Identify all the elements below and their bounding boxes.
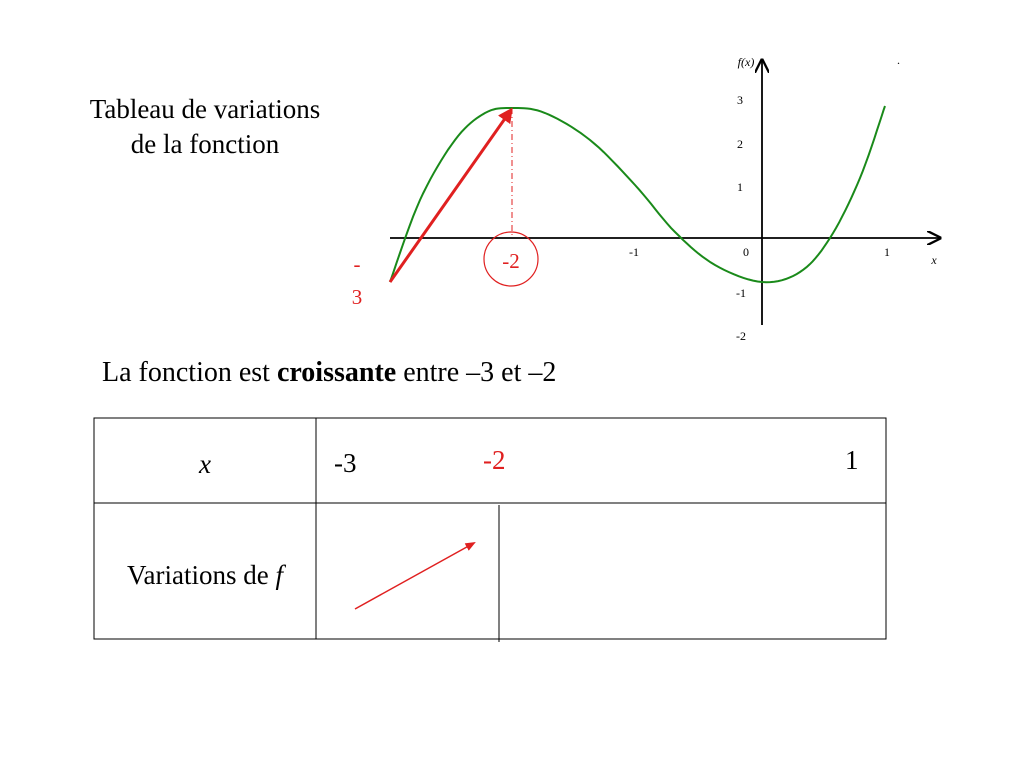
x-axis-label: x [931, 253, 937, 267]
x-value: -3 [334, 448, 357, 478]
y-tick-label: 2 [737, 137, 743, 151]
variations-header [127, 560, 286, 590]
table-border [94, 418, 886, 639]
variations-header-text: Variations de [127, 560, 276, 590]
x-value: -2 [483, 445, 506, 475]
start-label-line-1: - [353, 252, 361, 276]
y-axis-label: f(x) [737, 55, 755, 69]
y-tick-label: 3 [737, 93, 743, 107]
statement-suffix: entre –3 et –2 [396, 357, 557, 388]
statement-keyword: croissante [276, 357, 397, 388]
function-graph [0, 0, 1024, 360]
monotonicity-statement [102, 357, 556, 389]
y-tick-label: 1 [737, 180, 743, 194]
variation-increasing-arrow [355, 543, 474, 609]
title-line-2: de la fonction [130, 129, 280, 160]
x-tick-label: 1 [884, 245, 890, 259]
x-tick-label: -1 [629, 245, 639, 259]
x-header: x [199, 449, 211, 479]
x-value: 1 [845, 445, 859, 475]
variations-header-var: f [275, 560, 283, 590]
y-tick-label: -2 [736, 329, 746, 343]
statement-prefix: La fonction est [102, 357, 277, 388]
start-label-line-2: 3 [351, 285, 363, 309]
title-line-1: Tableau de variations [89, 94, 321, 124]
corner-mark: . [897, 53, 900, 67]
x-tick-label: 0 [743, 245, 749, 259]
increasing-arrow [390, 110, 511, 282]
y-tick-label: -1 [736, 286, 746, 300]
circled-label: -2 [502, 249, 520, 273]
